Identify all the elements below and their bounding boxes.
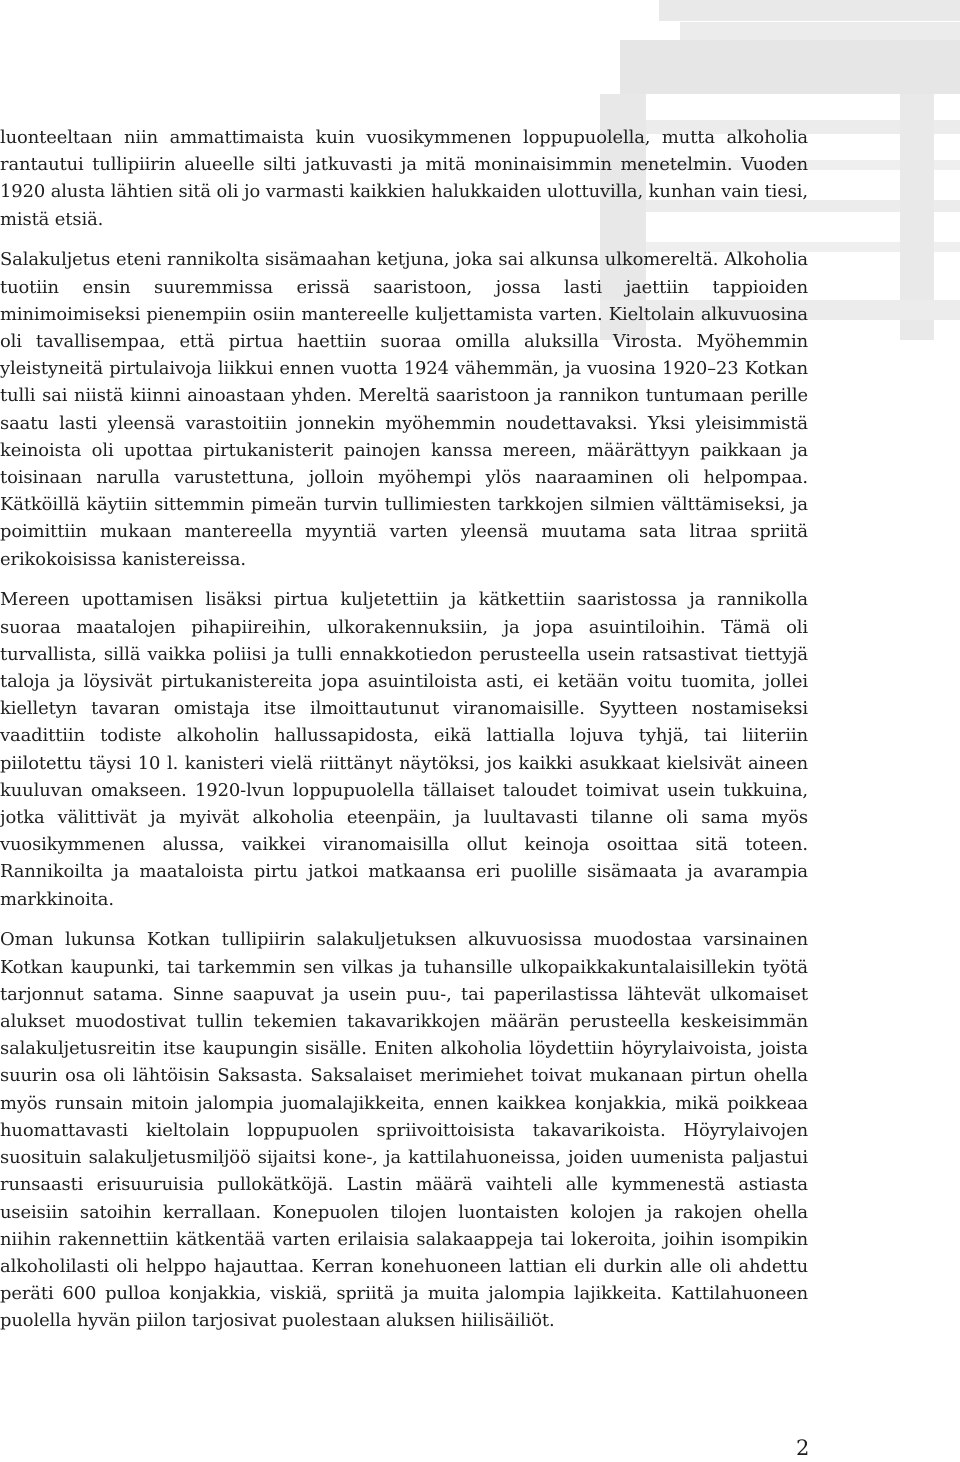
paragraph-2: Salakuljetus eteni rannikolta sisämaahan ketjuna, joka sai alkunsa ulkomereltä. Alkoholia tuotiin ensin suuremmissa erissä saaristoon, jossa lasti jaettiin tappioiden minimoimiseksi pienempiin osiin mantereelle kuljettamista varten. Kieltolain alkuvuosina oli tavallisempaa, että pirtua haettiin suoraa omilla aluksilla Virosta. Myöhemmin yleistyneitä pirtulaivoja liikkui ennen vuotta 1924 vähemmän, ja vuosina 1920–23 Kotkan tulli sai niistä kiinni ainoastaan yhden. Mereltä saaristoon ja rannikon tuntumaan perille saatu lasti yleensä varastoitiin jonnekin myöhemmin noudettavaksi. Yksi yleisimmistä keinoista oli upottaa pirtukanisterit painojen kanssa mereen, määrättyyn paikkaan ja toisinaan narulla varustettuna, jolloin myöhempi ylös naaraaminen oli helpompaa. Kätköillä käytiin sittemmin pimeän turvin tullimiesten tarkkojen silmien välttämiseksi, ja poimittiin mukaan mantereella myyntiä varten yleensä muutama sata litraa spriitä erikokoisissa kanistereissa. bbox=[0, 249, 808, 570]
paragraph-4: Oman lukunsa Kotkan tullipiirin salakuljetuksen alkuvuosissa muodostaa varsinainen Kotkan kaupunki, tai tarkemmin sen vilkas ja tuhansille ulkopaikkakuntalaisillekin työtä tarjonnut satama. Sinne saapuvat ja usein puu-, tai paperilastissa lähtevät ulkomaiset alukset muodostivat tullin tekemien takavarikkojen määrän perusteella keskeisimmän salakuljetusreitin itse kaupungin sisälle. Eniten alkoholia löydettiin höyrylaivoista, joista suurin osa oli lähtöisin Saksasta. Saksalaiset merimiehet toivat mukanaan pirtun ohella myös runsain mitoin jalompia juomalajikkeita, ennen kaikkea konjakkia, mikä poikkeaa huomattavasti kieltolain loppupuolen spriivoittoisista takavarikoista. Höyrylaivojen suosituin salakuljetusmiljöö sijaitsi kone-, ja kattilahuoneissa, joiden uumenista paljastui runsaasti erisuuruisia pullokätköjä. Lastin määrä vaihteli alle kymmenestä astiasta useisiin satoihin kerrallaan. Konepuolen tilojen luontaisten kolojen ja rakojen ohella niihin rakennettiin kätkentää varten erilaisia salakaappeja tai lokeroita, joihin isompikin alkoholilasti oli helppo hajauttaa. Kerran konehuoneen lattian eli durkin alle oli ahdettu peräti 600 pulloa konjakkia, viskiä, spriitä ja muita jalompia lajikkeita. Kattilahuoneen puolella hyvän piilon tarjosivat puolestaan aluksen hiilisäiliöt. bbox=[0, 929, 808, 1332]
paragraph-3: Mereen upottamisen lisäksi pirtua kuljetettiin ja kätkettiin saaristossa ja rannikolla suoraa maatalojen pihapiireihin, ulkorakennuksiin, ja jopa asuintiloihin. Tämä oli turvallista, sillä vaikka poliisi ja tulli ennakkotiedon perusteella usein ratsastivat tiettyjä taloja ja löysivät pirtukanistereita jopa asuintiloista asti, ei ketään voitu tuomita, jollei kielletyn tavaran omistaja itse ilmoittautunut viranomaisille. Syytteen nostamiseksi vaadittiin todiste alkoholin hallussapidosta, eikä lattialla lojuva tyhjä, tai liiteriin piilotettu täysi 10 l. kanisteri vielä riittänyt näytöksi, jos kaikki asukkaat kielsivät aineen kuuluvan omakseen. 1920-lvun loppupuolella tällaiset taloudet toimivat usein tukkuina, jotka välittivät ja myivät alkoholia eteenpäin, ja luultavasti tilanne oli sama myös vuosikymmenen alussa, vaikkei viranomaisilla ollut keinoja osoittaa sitä toteen. Rannikoilta ja maataloista pirtu jatkoi matkaansa eri puolille sisämaata ja avarampia markkinoita. bbox=[0, 589, 808, 910]
page-number: 2 bbox=[796, 1436, 810, 1460]
body-text bbox=[0, 124, 808, 1335]
paragraph-1: luonteeltaan niin ammattimaista kuin vuosikymmenen loppupuolella, mutta alkoholia rantautui tullipiirin alueelle silti jatkuvasti ja mitä moninaisimmin menetelmin. Vuoden 1920 alusta lähtien sitä oli jo varmasti kaikkien halukkaiden ulottuvilla, kunhan vain tiesi, mistä etsiä. bbox=[0, 127, 808, 230]
